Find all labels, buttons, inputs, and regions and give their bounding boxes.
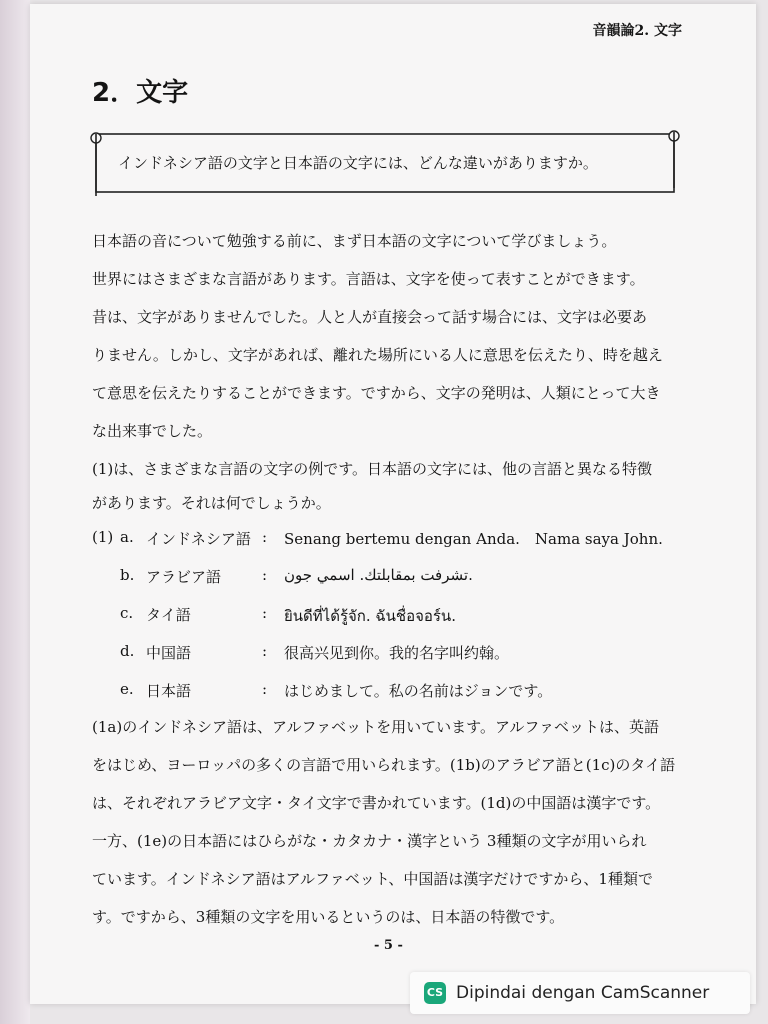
paragraph-line: (1)は、さまざまな言語の文字の例です。日本語の文字には、他の言語と異なる特徴 <box>92 460 653 478</box>
example-language: 日本語 <box>146 682 192 700</box>
example-letter: a. <box>120 528 134 546</box>
example-letter: d. <box>120 642 135 660</box>
paragraph-line: ています。インドネシア語はアルファベット、中国語は漢字だけですから、1種類で <box>92 870 653 888</box>
example-letter: c. <box>120 604 134 622</box>
example-language: 中国語 <box>146 644 192 662</box>
paragraph-line: をはじめ、ヨーロッパの多くの言語で用いられます。(1b)のアラビア語と(1c)のタイ語 <box>92 756 676 774</box>
paragraph-line: 世界にはさまざまな言語があります。言語は、文字を使って表すことができます。 <box>92 270 645 288</box>
example-letter: b. <box>120 566 135 584</box>
paragraph-line: りません。しかし、文字があれば、離れた場所にいる人に意思を伝えたり、時を越え <box>92 346 663 364</box>
paragraph-line: は、それぞれアラビア文字・タイ文字で書かれています。(1d)の中国語は漢字です。 <box>92 794 661 812</box>
example-text: 很高兴见到你。我的名字叫约翰。 <box>284 644 510 662</box>
example-text: Senang bertemu dengan Anda. Nama saya John. <box>284 530 663 548</box>
example-letter: e. <box>120 680 134 698</box>
question-scroll-box <box>88 128 680 198</box>
example-colon: : <box>262 680 268 698</box>
running-header: 音韻論2. 文字 <box>592 23 682 39</box>
example-colon: : <box>262 604 268 622</box>
paragraph-line: て意思を伝えたりすることができます。ですから、文字の発明は、人類にとって大き <box>92 384 661 402</box>
paragraph-line: な出来事でした。 <box>92 422 213 440</box>
paragraph-line: があります。それは何でしょうか。 <box>92 494 331 512</box>
paragraph-line: す。ですから、3種類の文字を用いるというのは、日本語の特徴です。 <box>92 908 565 926</box>
example-text: ยินดีที่ได้รู้จัก. ฉันชื่อจอร์น. <box>284 607 456 625</box>
scan-edge <box>0 0 30 1024</box>
paragraph-line: 一方、(1e)の日本語にはひらがな・カタカナ・漢字という 3種類の文字が用いられ <box>92 832 647 850</box>
example-language: アラビア語 <box>146 568 222 586</box>
example-colon: : <box>262 566 268 584</box>
camscanner-badge <box>410 972 750 1014</box>
camscanner-label: Dipindai dengan CamScanner <box>456 983 710 1003</box>
page-number: - 5 - <box>374 938 403 953</box>
example-colon: : <box>262 642 268 660</box>
example-text: تشرفت بمقابلتك. اسمي جون. <box>284 566 473 584</box>
camscanner-icon: CS <box>424 982 446 1004</box>
example-text: はじめまして。私の名前はジョンです。 <box>284 682 553 700</box>
example-language: インドネシア語 <box>146 530 251 548</box>
chapter-title: 2．文字 <box>92 78 189 108</box>
paragraph-line: 日本語の音について勉強する前に、まず日本語の文字について学びましょう。 <box>92 232 617 250</box>
example-number: (1) <box>92 528 114 546</box>
example-colon: : <box>262 528 268 546</box>
paragraph-line: (1a)のインドネシア語は、アルファベットを用いています。アルファベットは、英語 <box>92 718 660 736</box>
question-text: インドネシア語の文字と日本語の文字には、どんな違いがありますか。 <box>118 154 598 172</box>
paragraph-line: 昔は、文字がありませんでした。人と人が直接会って話す場合には、文字は必要あ <box>92 308 648 326</box>
example-language: タイ語 <box>146 606 191 624</box>
